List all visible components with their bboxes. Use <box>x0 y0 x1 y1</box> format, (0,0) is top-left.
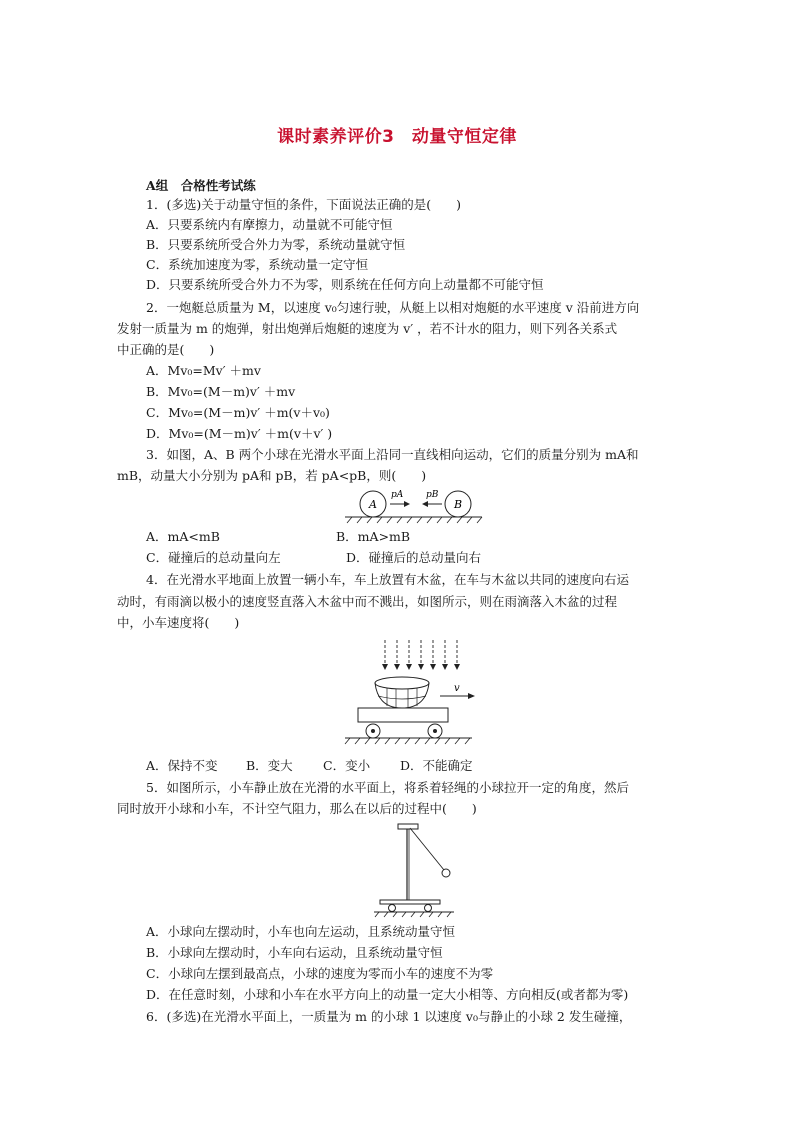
q1-option-a: A．只要系统内有摩擦力，动量就不可能守恒 <box>146 217 393 232</box>
q5-option-a: A．小球向左摆动时，小车也向左运动，且系统动量守恒 <box>146 924 456 939</box>
q2-option-b: B．Mv₀=(M－m)v′ ＋mv <box>146 384 296 399</box>
raindrops <box>385 640 457 664</box>
q1-stem: 1．(多选)关于动量守恒的条件，下面说法正确的是( ) <box>146 197 461 212</box>
q5-option-b: B．小球向左摆动时，小车向右运动，且系统动量守恒 <box>146 945 443 960</box>
arrow-right <box>404 501 410 507</box>
q2-stem-line1: 2．一炮艇总质量为 M，以速度 v₀匀速行驶，从艇上以相对炮艇的水平速度 v 沿前进方向 <box>146 300 640 315</box>
q4-stem-line2: 动时，有雨滴以极小的速度竖直落入木盆中而不溅出，如图所示，则在雨滴落入木盆的过程 <box>117 594 618 609</box>
cart-rain-figure <box>340 636 480 750</box>
page-title: 课时素养评价3 动量守恒定律 <box>277 127 517 147</box>
basin-rim <box>375 677 429 689</box>
q5-stem-line1: 5．如图所示，小车静止放在光滑的水平面上，将系着轻绳的小球拉开一定的角度，然后 <box>146 780 629 795</box>
q2-stem-line2: 发射一质量为 m 的炮弹，射出炮弹后炮艇的速度为 v′ ，若不计水的阻力，则下列各关系式 <box>117 321 618 336</box>
ground-hatch <box>345 738 470 744</box>
group-label: A组 合格性考试练 <box>146 178 256 193</box>
ground-hatch <box>347 517 482 523</box>
velocity-label: v <box>454 683 460 694</box>
q5-stem-line2: 同时放开小球和小车，不计空气阻力，那么在以后的过程中( ) <box>117 801 477 816</box>
q3-option-c: C．碰撞后的总动量向左 <box>146 550 281 565</box>
velocity-arrow <box>468 693 475 699</box>
wheel-right <box>425 905 432 912</box>
q3-stem-line2: mB，动量大小分别为 pA和 pB，若 pA<pB，则( ) <box>117 468 427 483</box>
q5-option-c: C．小球向左摆到最高点，小球的速度为零而小车的速度不为零 <box>146 966 494 981</box>
ground-hatch <box>375 912 451 917</box>
cart-body <box>358 708 448 722</box>
q1-option-d: D．只要系统所受合外力不为零，则系统在任何方向上动量都不可能守恒 <box>146 277 544 292</box>
q3-option-b: B．mA>mB <box>336 529 411 544</box>
q2-option-c: C．Mv₀=(M－m)v′ ＋m(v＋v₀) <box>146 405 330 420</box>
q4-option-d: D．不能确定 <box>400 758 473 773</box>
q2-option-a: A．Mv₀=Mv′ ＋mv <box>146 363 261 378</box>
q6-stem-line1: 6．(多选)在光滑水平面上，一质量为 m 的小球 1 以速度 v₀与静止的小球 2 发生碰撞， <box>146 1009 632 1024</box>
arrow-left <box>422 501 428 507</box>
q3-option-a: A．mA<mB <box>146 529 220 544</box>
pendulum-cart-figure <box>370 820 460 918</box>
q3-stem-line1: 3．如图，A、B 两个小球在光滑水平面上沿同一直线相向运动，它们的质量分别为 mA和 <box>146 447 639 462</box>
q1-option-c: C．系统加速度为零，系统动量一定守恒 <box>146 257 369 272</box>
collision-figure <box>340 484 490 526</box>
string <box>410 828 444 870</box>
q3-option-d: D．碰撞后的总动量向右 <box>346 550 482 565</box>
q1-option-b: B．只要系统所受合外力为零，系统动量就守恒 <box>146 237 406 252</box>
pb-label: pB <box>426 490 439 500</box>
ball-a-label: A <box>369 498 377 511</box>
q5-option-d: D．在任意时刻，小球和小车在水平方向上的动量一定大小相等、方向相反(或者都为零) <box>146 987 629 1002</box>
cart-base <box>380 900 440 904</box>
ball <box>442 869 450 877</box>
pa-label: pA <box>391 490 404 500</box>
pendulum-top-bar <box>398 824 418 829</box>
q2-option-d: D．Mv₀=(M－m)v′ ＋m(v＋v′ ) <box>146 426 333 441</box>
ball-b-label: B <box>454 498 463 511</box>
wheel-left <box>389 905 396 912</box>
q4-option-c: C．变小 <box>323 758 371 773</box>
q2-stem-line3: 中正确的是( ) <box>117 342 215 357</box>
q4-stem-line3: 中，小车速度将( ) <box>117 615 240 630</box>
basin <box>375 683 429 708</box>
q4-option-a: A．保持不变 <box>146 758 218 773</box>
q4-stem-line1: 4．在光滑水平地面上放置一辆小车，车上放置有木盆，在车与木盆以共同的速度向右运 <box>146 572 629 587</box>
q4-option-b: B．变大 <box>246 758 293 773</box>
